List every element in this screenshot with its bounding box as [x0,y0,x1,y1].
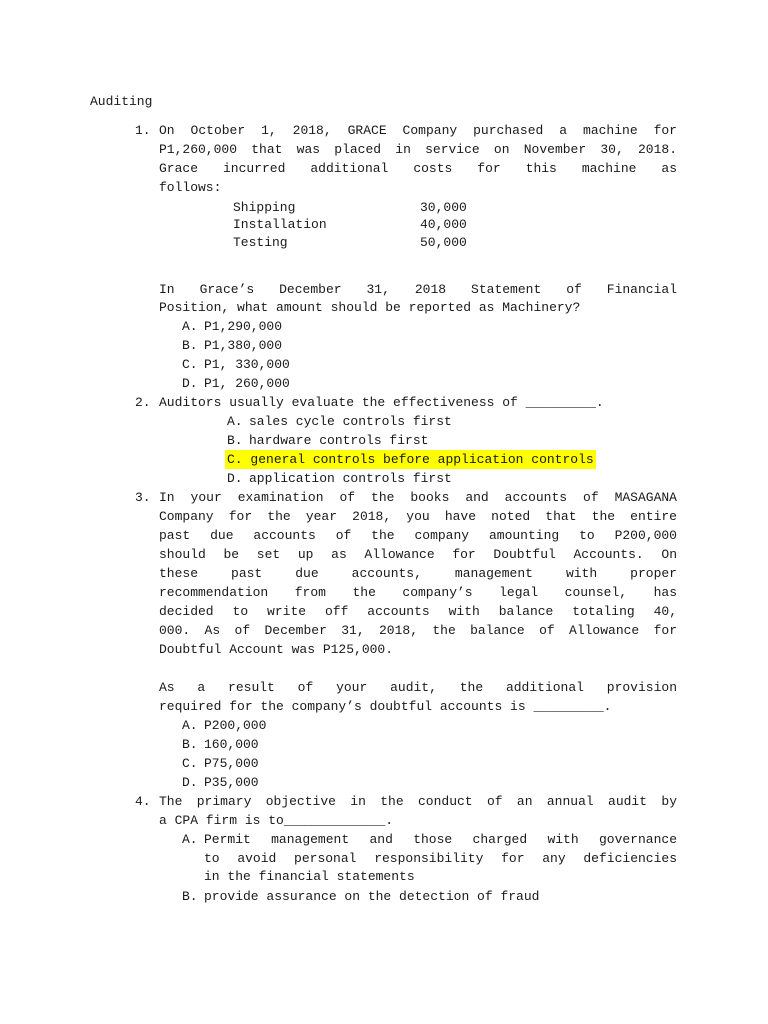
option-text-line: in the financial statements [204,869,415,884]
option-letter: B. [182,889,198,904]
question-text-line: these past due accounts, management with proper [159,566,677,581]
question-text-line: past due accounts of the company amounting to P200,000 [159,528,677,543]
question-text-line: recommendation from the company’s legal counsel, has [159,585,677,600]
cost-label: Installation [233,217,327,232]
cost-amount: 50,000 [420,235,467,250]
option-text: P1, 330,000 [204,357,290,372]
highlighted-answer [225,450,596,469]
question-stem-line: required for the company’s doubtful accounts is _________. [159,699,612,714]
option-letter: B. [182,737,198,752]
option-letter: A. [227,414,243,429]
option-letter: B. [182,338,198,353]
option-text: P1,380,000 [204,338,283,353]
option-letter: C. [182,756,198,771]
question-text-line: follows: [159,180,222,195]
option-letter: D. [182,775,198,790]
question-text-line: Doubtful Account was P125,000. [159,642,394,657]
question-text-line: 000. As of December 31, 2018, the balance of Allowance for [159,623,677,638]
option-text: P1,290,000 [204,319,283,334]
question-text-line: Grace incurred additional costs for this machine as [159,161,677,176]
question-text-line: P1,260,000 that was placed in service on November 30, 2018. [159,142,677,157]
cost-label: Shipping [233,200,296,215]
question-text-line: should be set up as Allowance for Doubtful Accounts. On [159,547,677,562]
option-letter: B. [227,433,243,448]
option-text: 160,000 [204,737,259,752]
question-stem-line: In Grace’s December 31, 2018 Statement of Financial [159,282,677,297]
question-text-line: decided to write off accounts with balance totaling 40, [159,604,677,619]
cost-amount: 30,000 [420,200,467,215]
option-text: hardware controls first [249,433,429,448]
question-number: 4. [135,794,151,809]
question-text-line: The primary objective in the conduct of an annual audit by [159,794,677,809]
option-text: P200,000 [204,718,267,733]
option-text: sales cycle controls first [249,414,452,429]
option-letter: D. [227,471,243,486]
document-heading: Auditing [90,94,153,109]
question-text-line: Company for the year 2018, you have noted that the entire [159,509,677,524]
option-text: P75,000 [204,756,259,771]
cost-amount: 40,000 [420,217,467,232]
option-text: application controls first [249,471,452,486]
question-text-line: a CPA firm is to_____________. [159,813,394,828]
option-letter: A. [182,319,198,334]
cost-label: Testing [233,235,288,250]
option-letter: C. [182,357,198,372]
option-letter: A. [182,718,198,733]
question-stem-line: Position, what amount should be reported as Machinery? [159,300,581,315]
question-text-line: In your examination of the books and accounts of MASAGANA [159,490,677,505]
question-number: 3. [135,490,151,505]
option-text-line: Permit management and those charged with governance [204,832,677,847]
option-letter: C. [227,452,243,467]
option-text-line: to avoid personal responsibility for any deficiencies [204,851,677,866]
question-stem-line: As a result of your audit, the additional provision [159,680,677,695]
option-text-line: provide assurance on the detection of fraud [204,889,540,904]
question-number: 1. [135,123,151,138]
question-text-line: Auditors usually evaluate the effectiveness of _________. [159,395,604,410]
option-text: P35,000 [204,775,259,790]
question-text-line: On October 1, 2018, GRACE Company purchased a machine for [159,123,677,138]
question-number: 2. [135,395,151,410]
option-letter: D. [182,376,198,391]
option-letter: A. [182,832,198,847]
option-text: P1, 260,000 [204,376,290,391]
option-text: general controls before application controls [250,452,594,467]
